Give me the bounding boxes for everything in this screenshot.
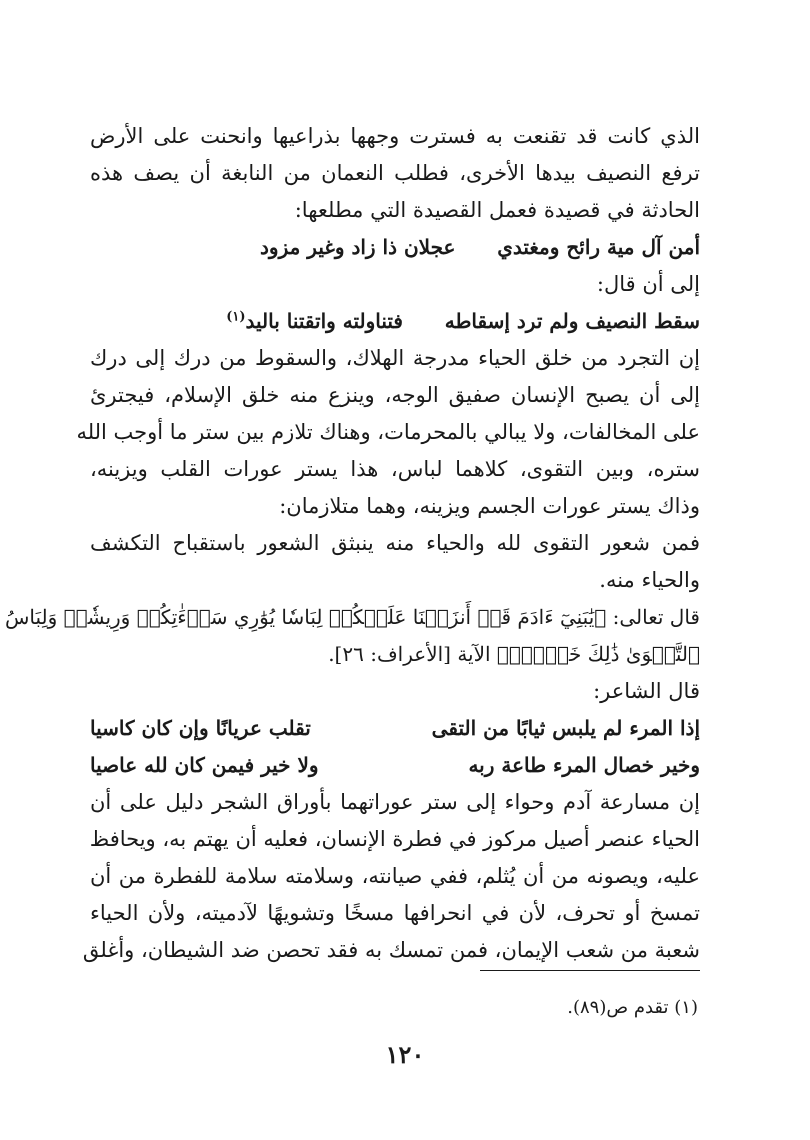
text-line: شعبة من شعب الإيمان، فمن تمسك به فقد تحصن ضد الشيطان، وأغلق — [82, 938, 700, 962]
verse-text: سقط النصيف ولم ترد إسقاطه فتناولته واتقتنا باليد — [245, 309, 700, 333]
text-line: الحياء عنصر أصيل مركوز في فطرة الإنسان، فعليه أن يهتم به، ويحافظ — [89, 827, 700, 851]
hemistich-left: تقلب عريانًا وإن كان كاسيا — [90, 716, 311, 740]
text-line: إن مسارعة آدم وحواء إلى ستر عوراتهما بأوراق الشجر دليل على أن — [90, 790, 700, 814]
footnote-divider — [480, 970, 700, 971]
text-line: والحياء منه. — [599, 568, 700, 592]
text-line: فمن شعور التقوى لله والحياء منه ينبثق الشعور باستقباح التكشف — [90, 531, 700, 555]
text-line: إن التجرد من خلق الحياء مدرجة الهلاك، والسقوط من درك إلى درك — [90, 346, 700, 370]
text-line: وذاك يستر عورات الجسم ويزينه، وهما متلازمان: — [279, 494, 700, 518]
quran-quote: ٱلتَّقۡوَىٰ ذَٰلِكَ خَيۡرٞۚ﴾ الآية [الأعراف: ٢٦]. — [328, 642, 700, 666]
verse-line — [90, 303, 700, 340]
poem-verse — [90, 710, 700, 747]
hemistich-left: ولا خير فيمن كان لله عاصيا — [90, 753, 319, 777]
quran-quote: قال تعالى: ﴿يَٰبَنِيٓ ءَادَمَ قَدۡ أَنزَلۡنَا عَلَيۡكُمۡ لِبَاسٗا يُوَٰرِي سَوۡءَٰتِكُمۡ وَرِيشٗاۖ وَلِبَاسُ — [4, 605, 700, 629]
poem-verse — [90, 747, 700, 784]
page-number: ١٢٠ — [385, 1040, 425, 1069]
verse-line: أمن آل مية رائح ومغتدي عجلان ذا زاد وغير مزود — [260, 235, 700, 259]
text-line: الحادثة في قصيدة فعمل القصيدة التي مطلعها: — [294, 198, 700, 222]
footnote: (١) تقدم ص(٨٩). — [567, 997, 698, 1018]
text-line: الذي كانت قد تقنعت به فسترت وجهها بذراعيها وانحنت على الأرض — [90, 124, 700, 148]
main-text — [4, 118, 700, 969]
footnote-marker: (١) — [226, 309, 246, 325]
hemistich-right: إذا المرء لم يلبس ثيابًا من التقى — [431, 716, 700, 740]
hemistich-right: وخير خصال المرء طاعة ربه — [468, 753, 700, 777]
poet-intro: قال الشاعر: — [593, 679, 700, 703]
text-line: تمسخ أو تحرف، لأن في انحرافها مسخًا وتشويهًا لآدميته، ولأن الحياء — [90, 901, 700, 925]
text-line: ترفع النصيف بيدها الأخرى، فطلب النعمان من النابغة أن يصف هذه — [90, 161, 700, 185]
text-line: عليه، ويصونه من أن يُثلم، ففي صيانته، وسلامته سلامة للفطرة من أن — [90, 864, 700, 888]
text-line: ستره، وبين التقوى، كلاهما لباس، هذا يستر عورات القلب ويزينه، — [90, 457, 700, 481]
text-line: إلى أن قال: — [596, 272, 700, 296]
text-line: على المخالفات، ولا يبالي بالمحرمات، وهناك تلازم بين ستر ما أوجب الله — [76, 420, 700, 444]
text-line: إلى أن يصبح الإنسان صفيق الوجه، وينزع منه خلق الإسلام، فيجترئ — [90, 383, 700, 407]
